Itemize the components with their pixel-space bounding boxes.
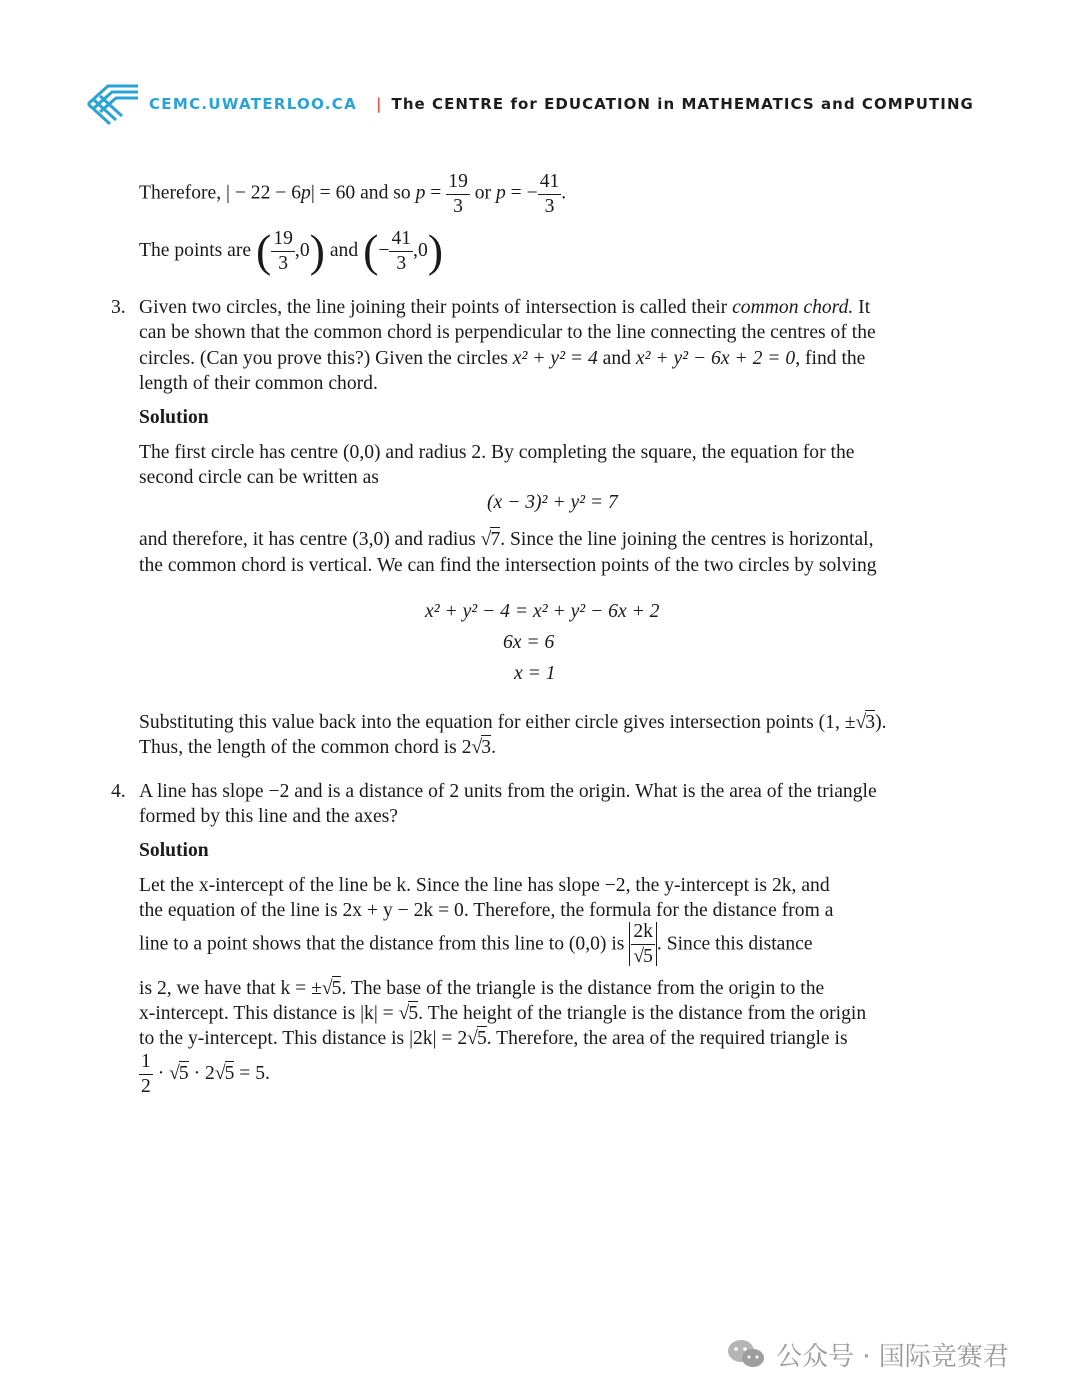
text: . The base of the triangle is the distance from the origin to the: [341, 978, 825, 999]
q3-line-3: [139, 349, 865, 369]
q3-sol-5: Substituting this value back into the equation for either circle gives intersection points (1, ±√3).: [139, 712, 887, 733]
fraction: [389, 229, 413, 273]
q3-number: 3.: [111, 297, 126, 318]
numerator: 41: [389, 229, 413, 252]
q3-line-1: [139, 298, 989, 318]
text: ·: [152, 1063, 170, 1085]
q3-sol-2: second circle can be written as: [139, 467, 379, 488]
text: = 5.: [234, 1063, 270, 1085]
sqrt-radicand: 5: [408, 1003, 419, 1024]
q3-line-4: length of their common chord.: [139, 373, 378, 394]
text: is 2, we have that k = ±: [139, 978, 322, 999]
text: and therefore, it has centre (3,0) and radius: [139, 529, 481, 550]
sqrt-radicand: 5: [643, 945, 653, 967]
text: It: [853, 297, 871, 318]
wechat-icon: [726, 1338, 766, 1370]
sqrt-radicand: 5: [178, 1063, 189, 1085]
fraction: [139, 1052, 153, 1096]
text: =: [425, 182, 447, 204]
q3-sol-1: The first circle has centre (0,0) and radius 2. By completing the square, the equation for the: [139, 442, 855, 463]
site-url[interactable]: CEMC.UWATERLOO.CA: [149, 95, 358, 113]
numerator: 19: [446, 172, 470, 195]
denominator: √5: [633, 945, 653, 967]
text: −: [378, 240, 390, 262]
q3-align-1: [425, 602, 659, 622]
q3-align-2: [503, 633, 554, 653]
fraction: [271, 229, 295, 273]
text: Substituting this value back into the equation for either circle gives intersection points (1, ±: [139, 712, 856, 733]
absolute-value: [629, 922, 657, 966]
watermark-text: 公众号 · 国际竞赛君: [776, 1342, 1009, 1372]
text: ).: [875, 712, 887, 733]
text: Thus, the length of the common chord is 2: [139, 737, 472, 758]
numerator: 19: [271, 229, 295, 252]
equation: x = 1: [514, 663, 556, 684]
text: . Since the line joining the centres is horizontal,: [500, 529, 874, 550]
denominator: 2: [141, 1075, 151, 1097]
q3-sol-4: the common chord is vertical. We can find the intersection points of the two circles by solving: [139, 555, 877, 576]
sqrt-radicand: 3: [481, 737, 492, 758]
q4-sol-4: is 2, we have that k = ±√5. The base of the triangle is the distance from the origin to the: [139, 978, 825, 999]
text: ,0: [413, 240, 428, 262]
text: . The height of the triangle is the distance from the origin: [418, 1003, 867, 1024]
paren-right: ): [427, 225, 444, 276]
emphasis: common chord.: [732, 297, 854, 318]
header-separator: |: [376, 95, 383, 113]
numerator: 1: [139, 1052, 153, 1075]
q3-line-2: can be shown that the common chord is perpendicular to the line connecting the centres of the: [139, 322, 876, 343]
cemc-logo-icon: [86, 80, 142, 128]
fraction: [446, 172, 470, 216]
text: to the y-intercept. This distance is |2k| = 2: [139, 1028, 468, 1049]
numerator: 2k: [631, 922, 655, 945]
text: . Therefore, the area of the required triangle is: [486, 1028, 848, 1049]
q3-sol-3: and therefore, it has centre (3,0) and radius √7. Since the line joining the centres is horizontal,: [139, 529, 874, 550]
text: The points are: [139, 240, 252, 262]
q3-solution-heading: Solution: [139, 407, 209, 428]
equation: 6x = 6: [503, 632, 555, 653]
text: line to a point shows that the distance from this line to (0,0) is: [139, 933, 625, 955]
paren-left: (: [363, 225, 379, 276]
therefore-line: [139, 172, 566, 216]
numerator: 41: [538, 172, 562, 195]
sqrt-radicand: 5: [331, 978, 342, 999]
q3-sol-6: Thus, the length of the common chord is 2√3.: [139, 737, 496, 758]
page-header: [86, 80, 1006, 130]
denominator: 3: [453, 195, 463, 217]
denominator: 3: [396, 252, 407, 274]
text: | = 60 and so: [310, 182, 416, 204]
site-title: [376, 95, 974, 113]
var-p: p: [301, 182, 311, 204]
paren-left: (: [256, 225, 272, 276]
q4-sol-6: to the y-intercept. This distance is |2k| = 2√5. Therefore, the area of the required triangle is: [139, 1028, 848, 1049]
text: . Since this distance: [656, 933, 813, 955]
text: and: [329, 240, 359, 262]
q4-sol-7: [139, 1052, 270, 1096]
q4-sol-1: Let the x-intercept of the line be k. Since the line has slope −2, the y-intercept is 2k, and: [139, 875, 830, 896]
q4-sol-5: x-intercept. This distance is |k| = √5. The height of the triangle is the distance from the origin: [139, 1003, 867, 1024]
expression: · √5 · 2√5 = 5.: [152, 1063, 270, 1085]
text: x-intercept. This distance is |k| =: [139, 1003, 399, 1024]
text: , find the: [795, 348, 866, 369]
header-title-text: The CENTRE for EDUCATION in MATHEMATICS and COMPUTING: [391, 95, 974, 113]
text: · 2: [188, 1063, 215, 1085]
text: .: [561, 182, 567, 204]
text: .: [491, 737, 496, 758]
q4-sol-3: [139, 922, 813, 966]
text: and: [597, 348, 636, 369]
var-p: p: [495, 182, 506, 204]
text: = −: [505, 182, 538, 204]
fraction: [631, 922, 655, 966]
q3-align-3: [514, 664, 556, 684]
q4-number: 4.: [111, 781, 126, 802]
sqrt-radicand: 5: [224, 1063, 235, 1085]
equation: x² + y² − 4 = x² + y² − 6x + 2: [425, 601, 660, 622]
denominator: 3: [278, 252, 289, 274]
denominator: 3: [544, 195, 555, 217]
q4-line-1: A line has slope −2 and is a distance of 2 units from the origin. What is the area of the triangle: [139, 781, 877, 802]
text: Therefore, | − 22 − 6: [139, 182, 302, 204]
text: circles. (Can you prove this?) Given the circles: [139, 348, 513, 369]
sqrt-radicand: 3: [865, 712, 876, 733]
equation: x² + y² − 6x + 2 = 0: [635, 348, 796, 369]
sqrt-radicand: 5: [476, 1028, 487, 1049]
fraction: [538, 172, 562, 216]
equation: x² + y² = 4: [512, 348, 598, 369]
q4-solution-heading: Solution: [139, 840, 209, 861]
equation: (x − 3)² + y² = 7: [487, 492, 618, 513]
points-line: [139, 225, 444, 276]
sqrt-radicand: 7: [490, 529, 501, 550]
paren-right: ): [309, 225, 325, 276]
q4-line-2: formed by this line and the axes?: [139, 806, 398, 827]
var-p: p: [415, 182, 426, 204]
q4-sol-2: the equation of the line is 2x + y − 2k = 0. Therefore, the formula for the distance from a: [139, 900, 834, 921]
q3-display-eq: [487, 493, 618, 513]
text: Given two circles, the line joining their points of intersection is called their: [139, 297, 733, 318]
text: ,0: [294, 240, 310, 262]
text: or: [469, 182, 496, 204]
